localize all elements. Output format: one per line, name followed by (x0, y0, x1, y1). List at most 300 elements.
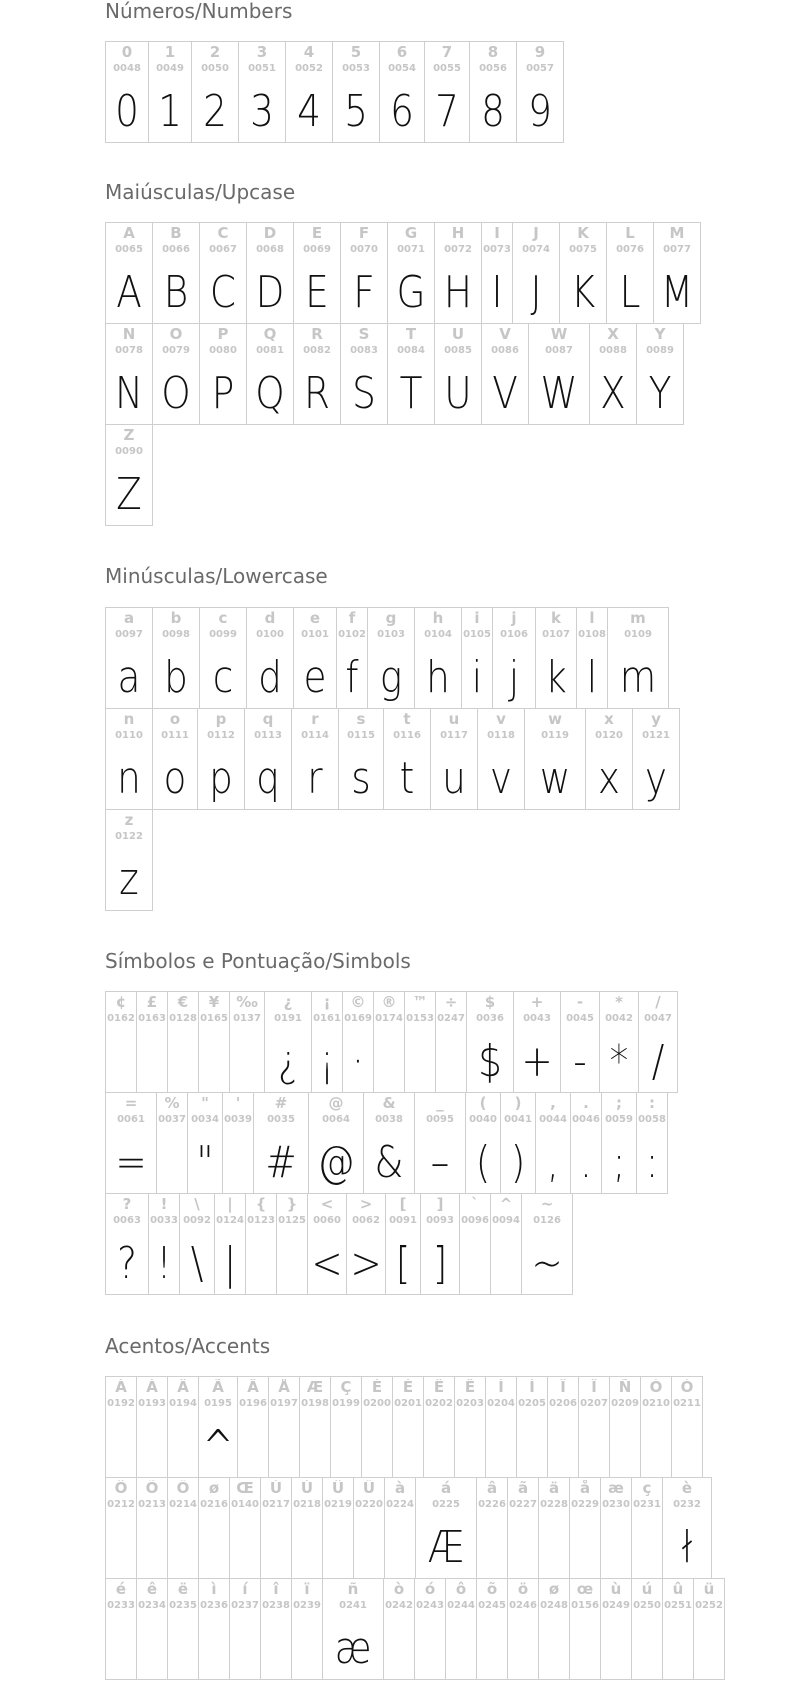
glyph-label: Ò (649, 1379, 663, 1396)
glyph-label: p (215, 711, 227, 728)
glyph-label: | (227, 1196, 233, 1213)
glyph-cell (307, 1193, 347, 1295)
glyph-cell (136, 1376, 168, 1478)
glyph-label: u (448, 711, 460, 728)
glyph-cell (229, 1578, 261, 1680)
glyph-label: 6 (396, 44, 408, 61)
glyph-label: X (607, 326, 619, 343)
glyph-label: ™ (412, 994, 428, 1011)
glyph-code: 0051 (248, 63, 276, 74)
glyph-code: 0072 (444, 244, 472, 255)
glyph-sample: m (619, 652, 657, 703)
glyph-label: í (242, 1581, 248, 1598)
glyph-code: 0056 (479, 63, 507, 74)
glyph-code: 0252 (695, 1600, 723, 1611)
glyph-label: Í (529, 1379, 535, 1396)
section-title-accents: Acentos/Accents (105, 1334, 271, 1358)
glyph-cell (338, 708, 384, 810)
glyph-label: ü (703, 1581, 715, 1598)
glyph-cell (607, 607, 669, 709)
glyph-cell (136, 991, 168, 1093)
glyph-code: 0237 (231, 1600, 259, 1611)
glyph-cell (609, 1376, 641, 1478)
glyph-cell (167, 1477, 199, 1579)
glyph-row (105, 1193, 573, 1295)
glyph-code: 0087 (545, 345, 573, 356)
glyph-cell (559, 222, 607, 324)
glyph-sample: * (609, 1036, 629, 1087)
glyph-cell (152, 222, 200, 324)
glyph-label: ? (122, 1196, 132, 1213)
glyph-label: : (649, 1095, 655, 1112)
glyph-sample: 4 (297, 86, 321, 137)
glyph-label: € (177, 994, 189, 1011)
glyph-code: 0207 (580, 1398, 608, 1409)
glyph-code: 0156 (571, 1600, 599, 1611)
glyph-label: A (123, 225, 135, 242)
glyph-label: Z (123, 427, 135, 444)
glyph-cell (105, 991, 137, 1093)
glyph-cell (524, 708, 586, 810)
glyph-cell (293, 222, 341, 324)
glyph-label: ' (235, 1095, 241, 1112)
glyph-code: 0125 (278, 1215, 306, 1226)
glyph-label: 5 (350, 44, 362, 61)
glyph-cell (459, 1193, 491, 1295)
glyph-code: 0071 (397, 244, 425, 255)
glyph-cell (476, 1477, 508, 1579)
glyph-code: 0035 (267, 1114, 295, 1125)
glyph-label: ç (642, 1480, 652, 1497)
glyph-code: 0074 (522, 244, 550, 255)
glyph-label: l (589, 610, 595, 627)
glyph-sample: J (530, 267, 542, 318)
glyph-code: 0209 (611, 1398, 639, 1409)
glyph-cell (105, 809, 153, 911)
glyph-sample: ! (156, 1238, 172, 1289)
glyph-sample: V (492, 368, 518, 419)
glyph-code: 0219 (324, 1499, 352, 1510)
glyph-code: 0069 (303, 244, 331, 255)
glyph-label: r (311, 711, 319, 728)
glyph-row (105, 424, 153, 526)
glyph-label: C (217, 225, 229, 242)
glyph-code: 0231 (633, 1499, 661, 1510)
glyph-label: ` (471, 1196, 479, 1213)
glyph-code: 0191 (274, 1013, 302, 1024)
glyph-row (105, 607, 669, 709)
glyph-sample: h (426, 652, 450, 703)
glyph-sample: · (352, 1036, 364, 1087)
glyph-cell (414, 1092, 466, 1194)
glyph-code: 0050 (201, 63, 229, 74)
glyph-cell (424, 41, 470, 143)
glyph-cell (198, 1578, 230, 1680)
glyph-cell (340, 323, 388, 425)
glyph-label: e (309, 610, 321, 627)
glyph-cell (576, 607, 608, 709)
glyph-cell (662, 1477, 712, 1579)
glyph-cell (199, 607, 247, 709)
glyph-cell (105, 222, 153, 324)
glyph-label: [ (399, 1196, 407, 1213)
glyph-cell (105, 41, 149, 143)
glyph-sample: @ (317, 1137, 355, 1188)
glyph-cell (538, 1477, 570, 1579)
glyph-label: ~ (540, 1196, 554, 1213)
glyph-sample: y (644, 753, 668, 804)
glyph-label: 3 (256, 44, 268, 61)
glyph-label: 7 (441, 44, 453, 61)
glyph-cell (465, 1092, 501, 1194)
glyph-label: 2 (209, 44, 221, 61)
glyph-code: 0201 (394, 1398, 422, 1409)
glyph-cell (560, 991, 600, 1093)
glyph-cell (361, 1376, 393, 1478)
glyph-label: h (432, 610, 444, 627)
glyph-label: ê (146, 1581, 158, 1598)
glyph-cell (179, 1193, 215, 1295)
glyph-code: 0103 (377, 629, 405, 640)
glyph-cell (445, 1578, 477, 1680)
glyph-cell (367, 607, 415, 709)
glyph-label: Ä (247, 1379, 259, 1396)
glyph-label: M (669, 225, 685, 242)
glyph-code: 0232 (673, 1499, 701, 1510)
glyph-label: z (124, 812, 134, 829)
glyph-cell (197, 708, 245, 810)
glyph-label: w (548, 711, 562, 728)
glyph-cell (662, 1578, 694, 1680)
glyph-label: õ (486, 1581, 498, 1598)
glyph-code: 0112 (207, 730, 235, 741)
glyph-code: 0197 (270, 1398, 298, 1409)
glyph-code: 0239 (293, 1600, 321, 1611)
glyph-code: 0140 (231, 1499, 259, 1510)
glyph-cell (291, 1578, 323, 1680)
glyph-sample: p (209, 753, 233, 804)
glyph-code: 0230 (602, 1499, 630, 1510)
glyph-cell (547, 1376, 579, 1478)
glyph-label: Ç (340, 1379, 352, 1396)
glyph-label: ô (455, 1581, 467, 1598)
glyph-code: 0102 (338, 629, 366, 640)
glyph-code: 0048 (113, 63, 141, 74)
glyph-code: 0093 (426, 1215, 454, 1226)
section-title-lowercase: Minúsculas/Lowercase (105, 564, 328, 588)
glyph-label: ! (160, 1196, 168, 1213)
glyph-label: ò (393, 1581, 405, 1598)
glyph-code: 0211 (673, 1398, 701, 1409)
glyph-label: o (169, 711, 181, 728)
glyph-code: 0194 (169, 1398, 197, 1409)
glyph-cell (244, 708, 292, 810)
glyph-cell (454, 1376, 486, 1478)
glyph-label: E (311, 225, 323, 242)
glyph-cell (404, 991, 436, 1093)
glyph-label: G (404, 225, 418, 242)
glyph-cell (430, 708, 478, 810)
glyph-cell (152, 323, 200, 425)
glyph-code: 0114 (301, 730, 329, 741)
glyph-row (105, 1376, 703, 1478)
glyph-label: a (123, 610, 135, 627)
glyph-row (105, 1477, 712, 1579)
glyph-code: 0037 (158, 1114, 186, 1125)
glyph-label: } (286, 1196, 298, 1213)
glyph-cell (105, 607, 153, 709)
glyph-label: x (604, 711, 614, 728)
glyph-label: Œ (236, 1480, 254, 1497)
glyph-code: 0220 (355, 1499, 383, 1510)
glyph-label: # (274, 1095, 288, 1112)
glyph-code: 0196 (239, 1398, 267, 1409)
glyph-label: J (533, 225, 539, 242)
glyph-label: ) (514, 1095, 522, 1112)
glyph-cell (490, 1193, 522, 1295)
glyph-code: 0089 (646, 345, 674, 356)
glyph-cell (342, 991, 374, 1093)
glyph-code: 0085 (444, 345, 472, 356)
glyph-label: j (511, 610, 517, 627)
glyph-cell (136, 1578, 168, 1680)
glyph-label: è (681, 1480, 693, 1497)
glyph-sample: 7 (435, 86, 459, 137)
glyph-code: 0041 (504, 1114, 532, 1125)
glyph-label: ( (479, 1095, 487, 1112)
glyph-cell (434, 323, 482, 425)
glyph-code: 0206 (549, 1398, 577, 1409)
glyph-label: Å (278, 1379, 290, 1396)
glyph-code: 0108 (578, 629, 606, 640)
glyph-cell (512, 222, 560, 324)
glyph-code: 0079 (162, 345, 190, 356)
glyph-sample: = (115, 1137, 147, 1188)
glyph-label: d (264, 610, 276, 627)
glyph-cell (291, 1477, 323, 1579)
glyph-sample: r (307, 753, 323, 804)
glyph-sample: ( (475, 1137, 491, 1188)
glyph-cell (152, 708, 198, 810)
glyph-sample: & (374, 1137, 404, 1188)
glyph-cell (156, 1092, 188, 1194)
glyph-label: & (382, 1095, 396, 1112)
glyph-code: 0124 (216, 1215, 244, 1226)
glyph-label: $ (484, 994, 496, 1011)
glyph-sample: G (396, 267, 426, 318)
glyph-code: 0244 (447, 1600, 475, 1611)
glyph-sample: w (539, 753, 571, 804)
glyph-code: 0095 (426, 1114, 454, 1125)
glyph-sample: R (303, 368, 330, 419)
glyph-cell (600, 1578, 632, 1680)
glyph-cell (105, 1092, 157, 1194)
glyph-code: 0245 (478, 1600, 506, 1611)
glyph-label: y (651, 711, 661, 728)
glyph-cell (264, 991, 312, 1093)
glyph-code: 0205 (518, 1398, 546, 1409)
glyph-code: 0107 (542, 629, 570, 640)
glyph-row (105, 708, 680, 810)
glyph-cell (535, 1092, 571, 1194)
glyph-sample: 6 (390, 86, 414, 137)
glyph-label: F (358, 225, 370, 242)
glyph-cell (383, 1578, 415, 1680)
glyph-cell (435, 991, 467, 1093)
glyph-row (105, 323, 684, 425)
glyph-label: " (201, 1095, 209, 1112)
glyph-code: 0113 (254, 730, 282, 741)
glyph-cell (578, 1376, 610, 1478)
glyph-code: 0128 (169, 1013, 197, 1024)
glyph-code: 0214 (169, 1499, 197, 1510)
glyph-code: 0250 (633, 1600, 661, 1611)
glyph-label: I (494, 225, 500, 242)
glyph-code: 0226 (478, 1499, 506, 1510)
glyph-sample: j (508, 652, 520, 703)
glyph-sample: K (570, 267, 596, 318)
glyph-label: ú (641, 1581, 653, 1598)
glyph-cell (485, 1376, 517, 1478)
glyph-sample: q (256, 753, 280, 804)
glyph-code: 0036 (476, 1013, 504, 1024)
glyph-code: 0034 (191, 1114, 219, 1125)
glyph-cell (507, 1477, 539, 1579)
glyph-code: 0199 (332, 1398, 360, 1409)
glyph-code: 0169 (344, 1013, 372, 1024)
glyph-sample: H (443, 267, 473, 318)
glyph-label: Y (654, 326, 666, 343)
glyph-code: 0057 (526, 63, 554, 74)
glyph-label: * (615, 994, 623, 1011)
glyph-sample: Y (648, 368, 672, 419)
glyph-label: < (320, 1196, 334, 1213)
glyph-code: 0080 (209, 345, 237, 356)
glyph-code: 0163 (138, 1013, 166, 1024)
glyph-cell (570, 1092, 602, 1194)
glyph-code: 0042 (605, 1013, 633, 1024)
glyph-label: ¥ (208, 994, 220, 1011)
glyph-cell (191, 41, 239, 143)
glyph-sample: # (265, 1137, 297, 1188)
glyph-code: 0098 (162, 629, 190, 640)
glyph-sample: N (115, 368, 143, 419)
glyph-label: > (359, 1196, 373, 1213)
glyph-sample: C (209, 267, 237, 318)
glyph-label: n (123, 711, 135, 728)
section-title-symbols: Símbolos e Pontuação/Simbols (105, 949, 411, 973)
glyph-code: 0200 (363, 1398, 391, 1409)
glyph-code: 0091 (389, 1215, 417, 1226)
glyph-cell (285, 41, 333, 143)
glyph-code: 0218 (293, 1499, 321, 1510)
glyph-cell (105, 1193, 149, 1295)
glyph-label: K (577, 225, 589, 242)
glyph-code: 0066 (162, 244, 190, 255)
glyph-cell (636, 323, 684, 425)
glyph-sample: F (353, 267, 375, 318)
glyph-cell (268, 1376, 300, 1478)
glyph-code: 0229 (571, 1499, 599, 1510)
glyph-code: 0126 (533, 1215, 561, 1226)
glyph-code: 0101 (301, 629, 329, 640)
glyph-cell (569, 1477, 601, 1579)
glyph-label: Ê (433, 1379, 445, 1396)
glyph-cell (415, 1477, 477, 1579)
glyph-code: 0076 (616, 244, 644, 255)
glyph-label: 8 (487, 44, 499, 61)
glyph-label: = (124, 1095, 138, 1112)
glyph-label: ä (548, 1480, 560, 1497)
glyph-code: 0202 (425, 1398, 453, 1409)
glyph-sample: Q (255, 368, 285, 419)
glyph-label: ¿ (283, 994, 293, 1011)
glyph-cell (105, 1578, 137, 1680)
glyph-code: 0084 (397, 345, 425, 356)
glyph-cell (276, 1193, 308, 1295)
glyph-cell (632, 708, 680, 810)
glyph-cell (606, 222, 654, 324)
glyph-sample: X (600, 368, 626, 419)
glyph-sample: e (303, 652, 327, 703)
glyph-sample: – (430, 1137, 450, 1188)
glyph-code: 0238 (262, 1600, 290, 1611)
glyph-cell (481, 323, 529, 425)
glyph-cell (476, 1578, 508, 1680)
glyph-code: 0241 (339, 1600, 367, 1611)
glyph-label: V (499, 326, 511, 343)
glyph-cell (199, 222, 247, 324)
glyph-label: Ë (464, 1379, 476, 1396)
glyph-cell (222, 1092, 254, 1194)
glyph-label: á (440, 1480, 452, 1497)
glyph-sample: W (540, 368, 578, 419)
glyph-label: £ (146, 994, 158, 1011)
glyph-sample: ^ (202, 1421, 234, 1472)
glyph-code: 0062 (352, 1215, 380, 1226)
glyph-code: 0118 (487, 730, 515, 741)
glyph-cell (105, 1477, 137, 1579)
glyph-label: î (273, 1581, 279, 1598)
glyph-code: 0088 (599, 345, 627, 356)
glyph-sample: z (119, 854, 139, 905)
glyph-label: k (551, 610, 561, 627)
glyph-label: ë (177, 1581, 189, 1598)
glyph-label: 0 (121, 44, 133, 61)
glyph-sample: s (351, 753, 371, 804)
glyph-sample: I (491, 267, 503, 318)
glyph-cell (385, 1193, 421, 1295)
glyph-label: â (486, 1480, 498, 1497)
glyph-cell (631, 1578, 663, 1680)
glyph-code: 0073 (483, 244, 511, 255)
glyph-sample: 0 (115, 86, 139, 137)
glyph-sample: ł (681, 1522, 693, 1573)
glyph-cell (538, 1578, 570, 1680)
glyph-sample: 5 (344, 86, 368, 137)
glyph-label: ø (548, 1581, 560, 1598)
glyph-label: - (576, 994, 584, 1011)
glyph-label: œ (576, 1581, 594, 1598)
glyph-cell (420, 1193, 460, 1295)
glyph-label: Á (146, 1379, 158, 1396)
glyph-sample: T (399, 368, 423, 419)
glyph-row (105, 222, 701, 324)
glyph-label: Ó (680, 1379, 694, 1396)
glyph-code: 0038 (375, 1114, 403, 1125)
glyph-sample: x (597, 753, 621, 804)
glyph-label: + (530, 994, 544, 1011)
